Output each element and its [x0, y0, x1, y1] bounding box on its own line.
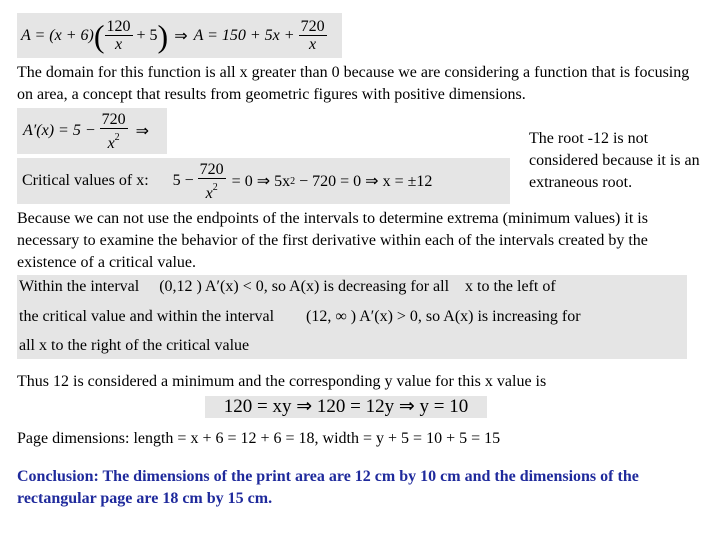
page-dimensions: Page dimensions: length = x + 6 = 12 + 6 = 18, width = y + 5 = 10 + 5 = 15 — [17, 430, 501, 447]
domain-paragraph: The domain for this function is all x greater than 0 because we are considering a function that is focusing on area, a concept that results from geometric figures with positive dimensions. — [17, 64, 690, 103]
minimum-paragraph: Thus 12 is considered a minimum and the corresponding y value for this x value is — [17, 373, 547, 390]
interval-line1-b: (0,12 ) A′(x) < 0, so A(x) is decreasing for all — [159, 278, 450, 295]
area-equation — [17, 13, 342, 58]
interval-line1-c: x to the left of — [465, 278, 556, 295]
interval-line2-b: (12, ∞ ) A′(x) > 0, so A(x) is increasing for — [306, 308, 581, 325]
left-paren: ( — [93, 17, 105, 54]
fraction-720-over-x2: $\frac{720}{x^2}$ — [101, 110, 126, 152]
area-equation-lhs: A = (x + 6) — [21, 26, 94, 44]
extraneous-root-note: The root -12 is not considered because it is an extraneous root. — [529, 130, 700, 191]
conclusion: Conclusion: The dimensions of the print area are 12 cm by 10 cm and the dimensions of the rectangular page are 18 cm by 15 cm. — [17, 468, 639, 507]
critical-mid: = 0 ⇒ 5x — [231, 173, 291, 190]
critical-values-equation — [17, 158, 510, 204]
fraction-720-over-x2: $\frac{720}{x^2}$ — [199, 160, 224, 202]
right-paren: ) — [157, 17, 169, 54]
inner-plus-5: + 5 — [136, 26, 158, 44]
fraction-720-over-x: $\frac{720}{x}$ — [300, 18, 325, 53]
derivative-equation — [17, 108, 167, 154]
interval-line1-a: Within the interval — [19, 278, 140, 295]
endpoints-paragraph: Because we can not use the endpoints of the intervals to determine extrema (minimum values) it is necessary to examine the behavior of the first derivative within each of the intervals created by the existence of a critical value. — [17, 210, 648, 271]
derivative-lhs: A′(x) = 5 − — [23, 122, 96, 139]
implies-symbol: ⇒ — [174, 27, 188, 45]
area-equation-rhs: A = 150 + 5x + — [193, 26, 295, 44]
critical-head: 5 − — [172, 172, 194, 189]
fraction-120-over-x: $\frac{120}{x}$ — [106, 18, 131, 53]
implies-symbol: ⇒ — [135, 123, 150, 140]
interval-line2-a: the critical value and within the interval — [19, 308, 275, 325]
interval-line3: all x to the right of the critical value — [19, 337, 250, 354]
y-value-equation: 120 = xy ⇒ 120 = 12y ⇒ y = 10 — [205, 396, 487, 418]
critical-exponent: 2 — [290, 175, 296, 187]
interval-analysis — [17, 275, 687, 359]
critical-tail: − 720 = 0 ⇒ x = ±12 — [299, 173, 433, 190]
critical-values-label: Critical values of x: — [22, 172, 149, 189]
